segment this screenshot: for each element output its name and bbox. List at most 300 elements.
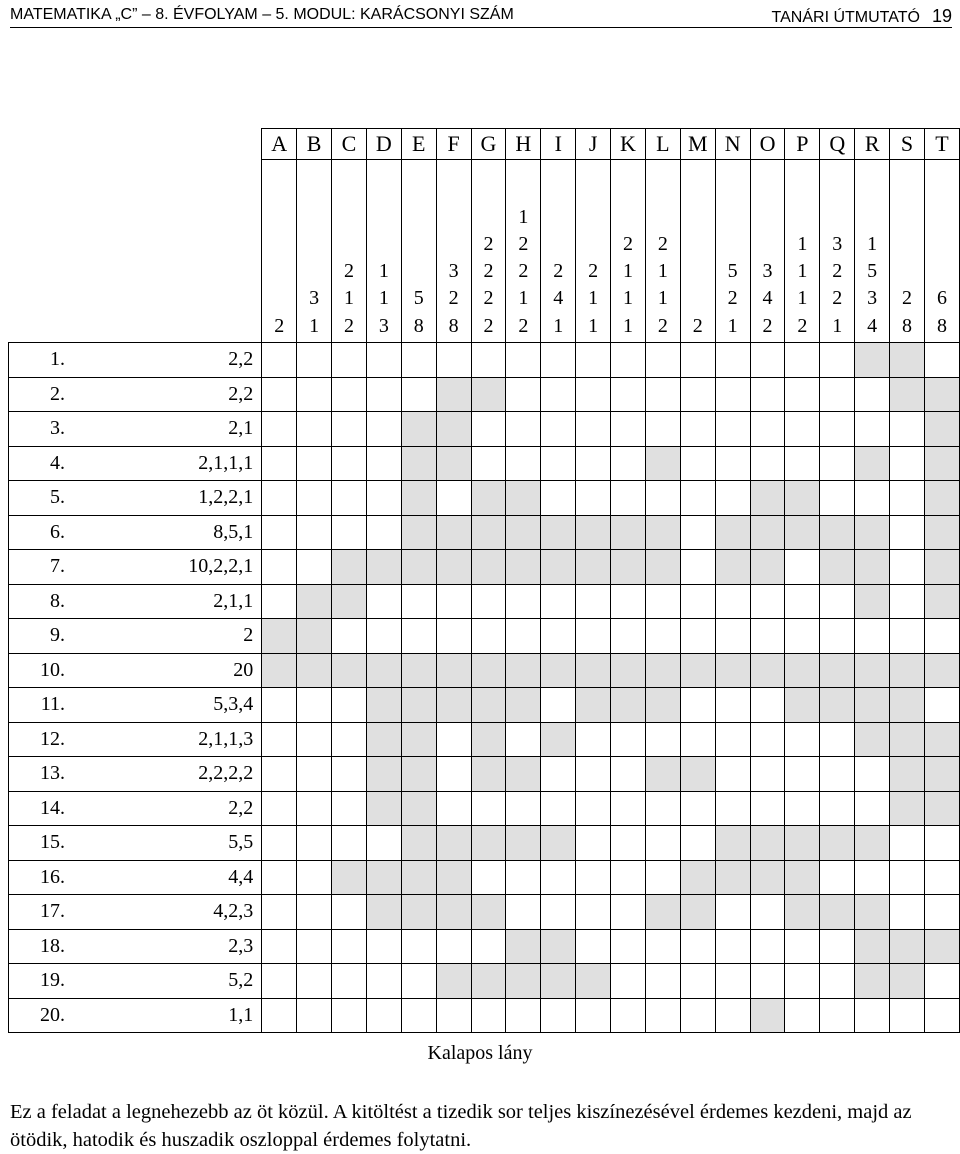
grid-cell[interactable]	[297, 757, 332, 792]
grid-cell[interactable]	[506, 895, 541, 930]
grid-cell[interactable]	[680, 826, 715, 861]
grid-cell[interactable]	[366, 377, 401, 412]
grid-cell[interactable]	[436, 791, 471, 826]
grid-cell-shaded[interactable]	[820, 826, 855, 861]
grid-cell[interactable]	[680, 929, 715, 964]
grid-cell[interactable]	[436, 998, 471, 1033]
grid-cell[interactable]	[855, 619, 890, 654]
grid-cell[interactable]	[541, 791, 576, 826]
grid-cell-shaded[interactable]	[750, 860, 785, 895]
grid-cell[interactable]	[262, 446, 297, 481]
grid-cell-shaded[interactable]	[855, 722, 890, 757]
grid-cell[interactable]	[715, 929, 750, 964]
grid-cell[interactable]	[680, 722, 715, 757]
grid-cell[interactable]	[401, 998, 436, 1033]
grid-cell[interactable]	[820, 412, 855, 447]
grid-cell-shaded[interactable]	[890, 722, 925, 757]
grid-cell-shaded[interactable]	[680, 653, 715, 688]
grid-cell[interactable]	[576, 757, 611, 792]
grid-cell-shaded[interactable]	[890, 964, 925, 999]
grid-cell-shaded[interactable]	[785, 826, 820, 861]
grid-cell[interactable]	[366, 515, 401, 550]
grid-cell-shaded[interactable]	[506, 515, 541, 550]
grid-cell-shaded[interactable]	[820, 653, 855, 688]
grid-cell[interactable]	[262, 481, 297, 516]
grid-cell[interactable]	[471, 998, 506, 1033]
grid-cell-shaded[interactable]	[401, 446, 436, 481]
grid-cell-shaded[interactable]	[262, 653, 297, 688]
grid-cell[interactable]	[436, 722, 471, 757]
grid-cell[interactable]	[890, 584, 925, 619]
grid-cell-shaded[interactable]	[785, 688, 820, 723]
grid-cell[interactable]	[297, 964, 332, 999]
grid-cell[interactable]	[680, 515, 715, 550]
grid-cell[interactable]	[820, 722, 855, 757]
grid-cell-shaded[interactable]	[715, 550, 750, 585]
grid-cell[interactable]	[680, 550, 715, 585]
grid-cell[interactable]	[332, 515, 367, 550]
grid-cell-shaded[interactable]	[785, 515, 820, 550]
grid-cell-shaded[interactable]	[366, 757, 401, 792]
grid-cell-shaded[interactable]	[401, 515, 436, 550]
grid-cell[interactable]	[541, 998, 576, 1033]
grid-cell-shaded[interactable]	[611, 515, 646, 550]
grid-cell[interactable]	[715, 619, 750, 654]
grid-cell-shaded[interactable]	[436, 446, 471, 481]
grid-cell[interactable]	[645, 412, 680, 447]
grid-cell[interactable]	[262, 895, 297, 930]
grid-cell[interactable]	[297, 550, 332, 585]
grid-cell[interactable]	[611, 377, 646, 412]
grid-cell[interactable]	[332, 722, 367, 757]
grid-cell[interactable]	[366, 964, 401, 999]
grid-cell[interactable]	[436, 619, 471, 654]
grid-cell-shaded[interactable]	[471, 550, 506, 585]
grid-cell-shaded[interactable]	[471, 515, 506, 550]
grid-cell[interactable]	[297, 895, 332, 930]
grid-cell-shaded[interactable]	[855, 826, 890, 861]
grid-cell-shaded[interactable]	[471, 722, 506, 757]
grid-cell[interactable]	[297, 412, 332, 447]
grid-cell[interactable]	[297, 791, 332, 826]
grid-cell[interactable]	[401, 964, 436, 999]
grid-cell[interactable]	[541, 377, 576, 412]
grid-cell[interactable]	[750, 722, 785, 757]
grid-cell[interactable]	[715, 446, 750, 481]
grid-cell[interactable]	[401, 377, 436, 412]
grid-cell-shaded[interactable]	[924, 929, 959, 964]
grid-cell-shaded[interactable]	[436, 895, 471, 930]
grid-cell-shaded[interactable]	[611, 653, 646, 688]
grid-cell[interactable]	[366, 929, 401, 964]
grid-cell[interactable]	[785, 722, 820, 757]
grid-cell[interactable]	[611, 757, 646, 792]
grid-cell-shaded[interactable]	[436, 515, 471, 550]
grid-cell-shaded[interactable]	[401, 757, 436, 792]
grid-cell[interactable]	[611, 860, 646, 895]
grid-cell-shaded[interactable]	[855, 688, 890, 723]
grid-cell-shaded[interactable]	[924, 446, 959, 481]
grid-cell[interactable]	[471, 412, 506, 447]
grid-cell[interactable]	[332, 619, 367, 654]
grid-cell[interactable]	[401, 584, 436, 619]
grid-cell[interactable]	[855, 481, 890, 516]
grid-cell-shaded[interactable]	[785, 481, 820, 516]
grid-cell[interactable]	[262, 688, 297, 723]
grid-cell[interactable]	[611, 722, 646, 757]
grid-cell[interactable]	[680, 481, 715, 516]
grid-cell[interactable]	[924, 619, 959, 654]
grid-cell[interactable]	[611, 412, 646, 447]
grid-cell-shaded[interactable]	[541, 722, 576, 757]
grid-cell[interactable]	[541, 895, 576, 930]
grid-cell-shaded[interactable]	[471, 757, 506, 792]
grid-cell-shaded[interactable]	[855, 550, 890, 585]
grid-cell-shaded[interactable]	[785, 860, 820, 895]
grid-cell[interactable]	[645, 964, 680, 999]
grid-cell-shaded[interactable]	[471, 481, 506, 516]
grid-cell[interactable]	[890, 446, 925, 481]
grid-cell[interactable]	[750, 964, 785, 999]
grid-cell-shaded[interactable]	[855, 653, 890, 688]
grid-cell[interactable]	[924, 688, 959, 723]
grid-cell[interactable]	[924, 343, 959, 378]
grid-cell-shaded[interactable]	[471, 895, 506, 930]
grid-cell[interactable]	[820, 791, 855, 826]
grid-cell[interactable]	[506, 860, 541, 895]
grid-cell[interactable]	[750, 412, 785, 447]
grid-cell[interactable]	[262, 998, 297, 1033]
grid-cell-shaded[interactable]	[855, 584, 890, 619]
grid-cell-shaded[interactable]	[785, 895, 820, 930]
grid-cell[interactable]	[332, 826, 367, 861]
grid-cell-shaded[interactable]	[924, 757, 959, 792]
grid-cell[interactable]	[332, 757, 367, 792]
grid-cell-shaded[interactable]	[924, 377, 959, 412]
grid-cell[interactable]	[332, 343, 367, 378]
grid-cell[interactable]	[436, 481, 471, 516]
grid-cell[interactable]	[680, 791, 715, 826]
grid-cell[interactable]	[297, 998, 332, 1033]
grid-cell-shaded[interactable]	[401, 688, 436, 723]
grid-cell[interactable]	[611, 584, 646, 619]
grid-cell[interactable]	[820, 446, 855, 481]
grid-cell[interactable]	[262, 515, 297, 550]
grid-cell-shaded[interactable]	[297, 653, 332, 688]
grid-cell[interactable]	[855, 791, 890, 826]
grid-cell-shaded[interactable]	[436, 688, 471, 723]
grid-cell[interactable]	[576, 584, 611, 619]
grid-cell[interactable]	[506, 343, 541, 378]
grid-cell-shaded[interactable]	[436, 412, 471, 447]
grid-cell[interactable]	[680, 619, 715, 654]
grid-cell[interactable]	[750, 446, 785, 481]
grid-cell[interactable]	[262, 791, 297, 826]
grid-cell-shaded[interactable]	[506, 826, 541, 861]
grid-cell-shaded[interactable]	[366, 688, 401, 723]
grid-cell-shaded[interactable]	[820, 515, 855, 550]
grid-cell[interactable]	[611, 481, 646, 516]
grid-cell-shaded[interactable]	[436, 550, 471, 585]
grid-cell-shaded[interactable]	[576, 688, 611, 723]
grid-cell[interactable]	[576, 446, 611, 481]
grid-cell-shaded[interactable]	[366, 860, 401, 895]
grid-cell-shaded[interactable]	[855, 343, 890, 378]
grid-cell[interactable]	[262, 550, 297, 585]
grid-cell[interactable]	[541, 446, 576, 481]
grid-cell[interactable]	[541, 619, 576, 654]
grid-cell-shaded[interactable]	[366, 895, 401, 930]
grid-cell[interactable]	[366, 998, 401, 1033]
grid-cell-shaded[interactable]	[645, 653, 680, 688]
grid-cell[interactable]	[576, 826, 611, 861]
grid-cell[interactable]	[471, 929, 506, 964]
grid-cell[interactable]	[611, 343, 646, 378]
grid-cell[interactable]	[750, 584, 785, 619]
grid-cell[interactable]	[297, 446, 332, 481]
grid-cell-shaded[interactable]	[401, 826, 436, 861]
grid-cell-shaded[interactable]	[924, 722, 959, 757]
grid-cell-shaded[interactable]	[680, 860, 715, 895]
grid-cell-shaded[interactable]	[750, 550, 785, 585]
grid-cell[interactable]	[262, 757, 297, 792]
grid-cell-shaded[interactable]	[576, 964, 611, 999]
grid-cell[interactable]	[750, 895, 785, 930]
grid-cell[interactable]	[855, 998, 890, 1033]
grid-cell-shaded[interactable]	[401, 481, 436, 516]
grid-cell[interactable]	[541, 481, 576, 516]
grid-cell-shaded[interactable]	[436, 826, 471, 861]
grid-cell[interactable]	[262, 377, 297, 412]
grid-cell[interactable]	[715, 722, 750, 757]
grid-cell-shaded[interactable]	[506, 688, 541, 723]
grid-cell-shaded[interactable]	[890, 343, 925, 378]
grid-cell[interactable]	[576, 860, 611, 895]
grid-cell[interactable]	[645, 619, 680, 654]
grid-cell[interactable]	[471, 343, 506, 378]
grid-cell[interactable]	[890, 826, 925, 861]
grid-cell[interactable]	[506, 722, 541, 757]
grid-cell-shaded[interactable]	[436, 653, 471, 688]
grid-cell-shaded[interactable]	[855, 515, 890, 550]
grid-cell-shaded[interactable]	[645, 688, 680, 723]
grid-cell[interactable]	[366, 446, 401, 481]
grid-cell[interactable]	[715, 757, 750, 792]
grid-cell[interactable]	[785, 550, 820, 585]
grid-cell[interactable]	[332, 895, 367, 930]
grid-cell[interactable]	[785, 446, 820, 481]
grid-cell-shaded[interactable]	[645, 895, 680, 930]
grid-cell[interactable]	[471, 446, 506, 481]
grid-cell[interactable]	[820, 584, 855, 619]
grid-cell[interactable]	[297, 929, 332, 964]
grid-cell-shaded[interactable]	[611, 688, 646, 723]
grid-cell[interactable]	[262, 412, 297, 447]
grid-cell-shaded[interactable]	[715, 826, 750, 861]
grid-cell[interactable]	[262, 584, 297, 619]
grid-cell[interactable]	[471, 860, 506, 895]
grid-cell[interactable]	[820, 929, 855, 964]
grid-cell-shaded[interactable]	[890, 791, 925, 826]
grid-cell[interactable]	[890, 550, 925, 585]
grid-cell[interactable]	[576, 343, 611, 378]
grid-cell-shaded[interactable]	[715, 860, 750, 895]
grid-cell-shaded[interactable]	[297, 584, 332, 619]
grid-cell[interactable]	[924, 998, 959, 1033]
grid-cell[interactable]	[645, 377, 680, 412]
grid-cell[interactable]	[332, 481, 367, 516]
grid-cell[interactable]	[890, 481, 925, 516]
grid-cell-shaded[interactable]	[715, 653, 750, 688]
grid-cell[interactable]	[750, 791, 785, 826]
grid-cell[interactable]	[401, 929, 436, 964]
grid-cell[interactable]	[924, 860, 959, 895]
grid-cell[interactable]	[785, 929, 820, 964]
grid-cell-shaded[interactable]	[890, 688, 925, 723]
grid-cell[interactable]	[785, 377, 820, 412]
grid-cell[interactable]	[785, 619, 820, 654]
grid-cell-shaded[interactable]	[855, 964, 890, 999]
grid-cell-shaded[interactable]	[401, 550, 436, 585]
grid-cell-shaded[interactable]	[366, 791, 401, 826]
grid-cell[interactable]	[541, 412, 576, 447]
grid-cell-shaded[interactable]	[262, 619, 297, 654]
grid-cell-shaded[interactable]	[506, 653, 541, 688]
grid-cell[interactable]	[820, 481, 855, 516]
grid-cell[interactable]	[680, 964, 715, 999]
grid-cell[interactable]	[924, 826, 959, 861]
grid-cell[interactable]	[576, 722, 611, 757]
grid-cell[interactable]	[611, 446, 646, 481]
grid-cell-shaded[interactable]	[890, 929, 925, 964]
grid-cell[interactable]	[611, 929, 646, 964]
grid-cell[interactable]	[890, 895, 925, 930]
grid-cell[interactable]	[576, 895, 611, 930]
grid-cell[interactable]	[401, 619, 436, 654]
grid-cell[interactable]	[366, 584, 401, 619]
grid-cell[interactable]	[262, 343, 297, 378]
grid-cell[interactable]	[576, 412, 611, 447]
grid-cell[interactable]	[471, 791, 506, 826]
grid-cell-shaded[interactable]	[924, 653, 959, 688]
grid-cell-shaded[interactable]	[506, 757, 541, 792]
grid-cell-shaded[interactable]	[541, 929, 576, 964]
grid-cell[interactable]	[576, 481, 611, 516]
grid-cell[interactable]	[506, 377, 541, 412]
grid-cell-shaded[interactable]	[785, 653, 820, 688]
grid-cell[interactable]	[715, 584, 750, 619]
grid-cell[interactable]	[750, 929, 785, 964]
grid-cell[interactable]	[436, 929, 471, 964]
grid-cell[interactable]	[332, 377, 367, 412]
grid-cell[interactable]	[750, 757, 785, 792]
grid-cell-shaded[interactable]	[436, 964, 471, 999]
grid-cell[interactable]	[715, 412, 750, 447]
grid-cell[interactable]	[332, 929, 367, 964]
grid-cell[interactable]	[750, 343, 785, 378]
grid-cell[interactable]	[645, 860, 680, 895]
grid-cell[interactable]	[645, 481, 680, 516]
grid-cell[interactable]	[855, 377, 890, 412]
grid-cell-shaded[interactable]	[645, 515, 680, 550]
grid-cell[interactable]	[262, 964, 297, 999]
grid-cell[interactable]	[576, 791, 611, 826]
grid-cell-shaded[interactable]	[332, 860, 367, 895]
grid-cell[interactable]	[541, 584, 576, 619]
grid-cell[interactable]	[506, 584, 541, 619]
grid-cell[interactable]	[506, 412, 541, 447]
grid-cell-shaded[interactable]	[680, 757, 715, 792]
grid-cell-shaded[interactable]	[401, 412, 436, 447]
grid-cell-shaded[interactable]	[750, 481, 785, 516]
grid-cell-shaded[interactable]	[645, 757, 680, 792]
grid-cell[interactable]	[785, 343, 820, 378]
grid-cell[interactable]	[506, 791, 541, 826]
grid-cell[interactable]	[890, 860, 925, 895]
grid-cell-shaded[interactable]	[750, 515, 785, 550]
grid-cell-shaded[interactable]	[750, 998, 785, 1033]
grid-cell-shaded[interactable]	[506, 929, 541, 964]
grid-cell[interactable]	[820, 860, 855, 895]
grid-cell[interactable]	[611, 998, 646, 1033]
grid-cell[interactable]	[506, 619, 541, 654]
grid-cell[interactable]	[436, 757, 471, 792]
grid-cell[interactable]	[541, 688, 576, 723]
grid-cell[interactable]	[715, 481, 750, 516]
grid-cell[interactable]	[611, 964, 646, 999]
grid-cell[interactable]	[611, 826, 646, 861]
grid-cell[interactable]	[297, 688, 332, 723]
grid-cell[interactable]	[366, 481, 401, 516]
grid-cell-shaded[interactable]	[680, 895, 715, 930]
grid-cell[interactable]	[645, 826, 680, 861]
grid-cell-shaded[interactable]	[924, 550, 959, 585]
grid-cell[interactable]	[611, 619, 646, 654]
grid-cell-shaded[interactable]	[332, 584, 367, 619]
grid-cell[interactable]	[645, 929, 680, 964]
grid-cell-shaded[interactable]	[506, 481, 541, 516]
grid-cell[interactable]	[820, 343, 855, 378]
grid-cell[interactable]	[645, 343, 680, 378]
grid-cell[interactable]	[262, 929, 297, 964]
grid-cell[interactable]	[715, 998, 750, 1033]
grid-cell[interactable]	[576, 998, 611, 1033]
grid-cell[interactable]	[645, 998, 680, 1033]
grid-cell-shaded[interactable]	[436, 860, 471, 895]
grid-cell-shaded[interactable]	[924, 791, 959, 826]
grid-cell[interactable]	[855, 757, 890, 792]
grid-cell-shaded[interactable]	[401, 791, 436, 826]
grid-cell-shaded[interactable]	[576, 515, 611, 550]
grid-cell[interactable]	[785, 757, 820, 792]
grid-cell-shaded[interactable]	[541, 826, 576, 861]
grid-cell-shaded[interactable]	[820, 895, 855, 930]
grid-cell-shaded[interactable]	[297, 619, 332, 654]
grid-cell-shaded[interactable]	[366, 550, 401, 585]
grid-cell[interactable]	[611, 895, 646, 930]
grid-cell-shaded[interactable]	[401, 722, 436, 757]
grid-cell[interactable]	[890, 515, 925, 550]
grid-cell[interactable]	[855, 860, 890, 895]
grid-cell-shaded[interactable]	[890, 377, 925, 412]
grid-cell[interactable]	[820, 757, 855, 792]
grid-cell-shaded[interactable]	[820, 550, 855, 585]
grid-cell[interactable]	[297, 343, 332, 378]
grid-cell[interactable]	[785, 998, 820, 1033]
grid-cell[interactable]	[576, 929, 611, 964]
grid-cell[interactable]	[541, 343, 576, 378]
grid-cell[interactable]	[436, 343, 471, 378]
